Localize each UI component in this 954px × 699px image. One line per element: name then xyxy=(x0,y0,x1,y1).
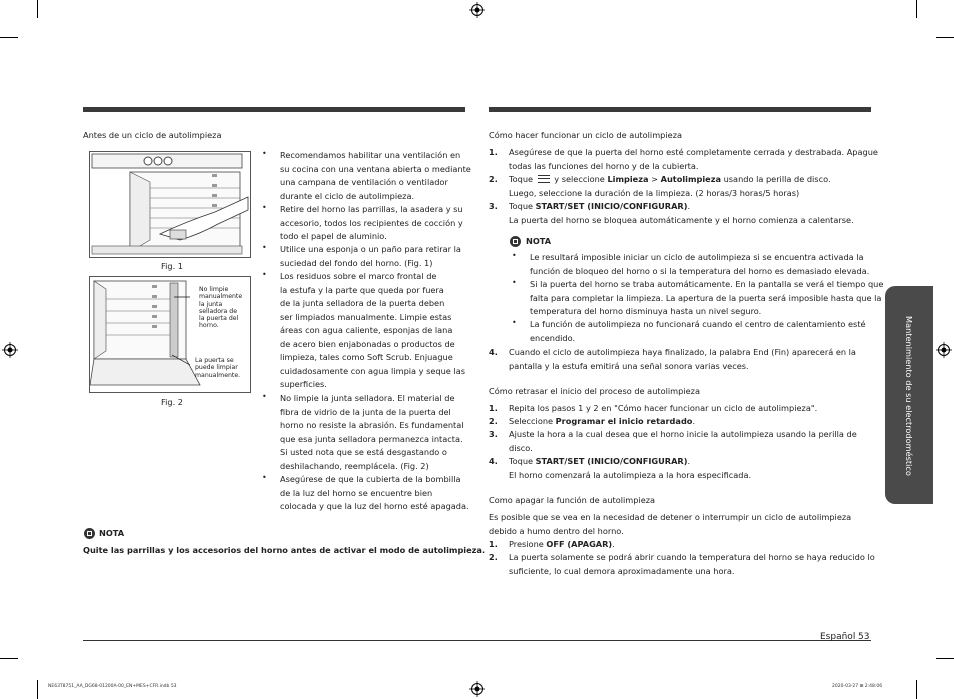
section-bar-right xyxy=(489,107,871,112)
bullet-dot: • xyxy=(262,270,267,279)
left-heading: Antes de un ciclo de autolimpieza xyxy=(83,130,222,140)
step-3-text: Toque START/SET (INICIO/CONFIGURAR). La puerta del horno se bloquea automáticamente y el horno comienza a calentarse. xyxy=(509,201,854,225)
oven-cleaning-illustration xyxy=(90,152,250,257)
figure-1-caption: Fig. 1 xyxy=(161,261,183,271)
delay-step-2: Seleccione Programar el inicio retardado. xyxy=(509,416,696,426)
bullet-dot: • xyxy=(262,243,267,252)
stop-paragraph: Es posible que se vea en la necesidad de detener o interrumpir un ciclo de autolimpieza debido a humo dentro del horno. xyxy=(489,512,852,536)
menu-icon xyxy=(538,175,550,183)
step-number: 4. xyxy=(489,456,498,466)
crop-mark xyxy=(37,0,38,18)
chapter-side-tab-label: Mantenimiento de su electrodoméstico xyxy=(904,316,914,476)
note-bullet-3: La función de autolimpieza no funcionará cuando el centro de calentamiento esté encendido. xyxy=(530,319,866,343)
left-bullet-6: Asegúrese de que la cubierta de la bombilla de la luz del horno se encuentre bien colocada y que la luz del horno esté apagada. xyxy=(280,474,469,511)
bullet-dot: • xyxy=(262,473,267,482)
step-number: 2. xyxy=(489,552,498,562)
crop-mark xyxy=(916,680,917,699)
left-bullet-4: Los residuos sobre el marco frontal de la estufa y la parte que queda por fuera de la junta selladora de la puerta deben ser limpiados manualmente. Limpie estas áreas con agua caliente, esponjas de lana de acero bien enjabonadas o productos de limpieza, tales como Soft Scrub. Enjuague cuidadosamente con agua limpia y seque las superficies. xyxy=(280,271,465,389)
right-heading-2: Cómo retrasar el inicio del proceso de autolimpieza xyxy=(489,386,700,396)
printer-date-slug: 2020-03-27 ⊞ 2:48:06 xyxy=(832,684,883,689)
step-number: 1. xyxy=(489,147,498,157)
delay-step-1: Repita los pasos 1 y 2 en "Cómo hacer funcionar un ciclo de autolimpieza". xyxy=(509,403,818,413)
note-bullet-2: Si la puerta del horno se traba automáticamente. En la pantalla se verá el tiempo que falta para completar la limpieza. La apertura de la puerta será imposible hasta que la temperatura del horno disminuya hasta un nivel seguro. xyxy=(530,279,884,316)
bullet-dot: • xyxy=(262,392,267,401)
bullet-dot: • xyxy=(512,251,517,260)
figure-1-oven-cleaning xyxy=(89,151,251,258)
left-bullet-1: Recomendamos habilitar una ventilación en su cocina con una ventana abierta o mediante una campana de ventilación o ventilador durante el ciclo de autolimpieza. xyxy=(280,150,471,201)
registration-mark-icon xyxy=(469,2,485,18)
crop-mark xyxy=(37,680,38,699)
note-icon xyxy=(84,528,95,539)
delay-step-3: Ajuste la hora a la cual desea que el horno inicie la autolimpieza usando la perilla de disco. xyxy=(509,429,857,453)
left-note-text: Quite las parrillas y los accesorios del horno antes de activar el modo de autolimpieza. xyxy=(83,545,486,555)
section-bar-left xyxy=(83,107,465,112)
note-label: NOTA xyxy=(99,528,125,538)
registration-mark-icon xyxy=(936,342,952,358)
bullet-dot: • xyxy=(512,278,517,287)
step-number: 4. xyxy=(489,347,498,357)
note-label: NOTA xyxy=(526,236,552,246)
step-number: 2. xyxy=(489,416,498,426)
step-2-text: Toque y seleccione Limpieza > Autolimpieza usando la perilla de disco. Luego, seleccione la duración de la limpieza. (2 horas/3 horas/5 horas) xyxy=(509,174,831,198)
step-number: 3. xyxy=(489,429,498,439)
footer-rule xyxy=(83,640,871,641)
figure-2-caption: Fig. 2 xyxy=(161,397,183,407)
step-number: 2. xyxy=(489,174,498,184)
figure-2-callout-door: La puerta se puede limpiar manualmente. xyxy=(195,357,241,379)
page-number: 53 xyxy=(858,632,870,642)
left-bullet-2: Retire del horno las parrillas, la asadera y su accesorio, todos los recipientes de cocción y todo el papel de aluminio. xyxy=(280,204,463,241)
step-1-text: Asegúrese de que la puerta del horno esté completamente cerrada y destrabada. Apague todas las funciones del horno y de la cubierta. xyxy=(509,147,878,171)
registration-mark-icon xyxy=(469,681,485,697)
bullet-dot: • xyxy=(262,149,267,158)
stop-step-2: La puerta solamente se podrá abrir cuando la temperatura del horno se haya reducido lo suficiente, lo cual demora aproximadamente una hora. xyxy=(509,552,875,576)
step-number: 3. xyxy=(489,201,498,211)
delay-step-4: Toque START/SET (INICIO/CONFIGURAR). El horno comenzará la autolimpieza a la hora especificada. xyxy=(509,456,752,480)
right-heading-3: Como apagar la función de autolimpieza xyxy=(489,495,656,505)
note-bullet-1: Le resultará imposible iniciar un ciclo de autolimpieza si se encuentra activada la función de bloqueo del horno o si la temperatura del horno es demasiado elevada. xyxy=(530,252,870,276)
crop-mark xyxy=(916,0,917,18)
right-heading-1: Cómo hacer funcionar un ciclo de autolimpieza xyxy=(489,130,683,140)
bullet-dot: • xyxy=(262,203,267,212)
crop-mark xyxy=(0,37,18,38)
note-icon xyxy=(510,236,521,247)
printer-file-slug: NE63T8751_AA_DG68-01200A-00_EN+MES+CFR.indb 53 xyxy=(48,684,177,689)
step-number: 1. xyxy=(489,403,498,413)
registration-mark-icon xyxy=(2,342,18,358)
bullet-dot: • xyxy=(512,318,517,327)
step-number: 1. xyxy=(489,539,498,549)
crop-mark xyxy=(0,658,18,659)
footer-language: Español xyxy=(820,632,856,642)
stop-step-1: Presione OFF (APAGAR). xyxy=(509,539,615,549)
left-bullet-5: No limpie la junta selladora. El material de fibra de vidrio de la junta de la puerta del horno no resiste la abrasión. Es fundamental que esa junta selladora permanezca intacta. Si usted nota que se está desgastando o deshilachando, reemplácela. (Fig. 2) xyxy=(280,393,464,471)
left-bullet-3: Utilice una esponja o un paño para retirar la suciedad del fondo del horno. (Fig. 1) xyxy=(280,244,461,268)
figure-2-callout-gasket: No limpie manualmente la junta selladora de la puerta del horno. xyxy=(199,286,243,330)
crop-mark xyxy=(936,37,954,38)
chapter-side-tab xyxy=(885,286,933,504)
crop-mark xyxy=(936,658,954,659)
step-4-text: Cuando el ciclo de autolimpieza haya finalizado, la palabra End (Fin) aparecerá en la pantalla y la estufa emitirá una señal sonora varias veces. xyxy=(509,347,856,371)
